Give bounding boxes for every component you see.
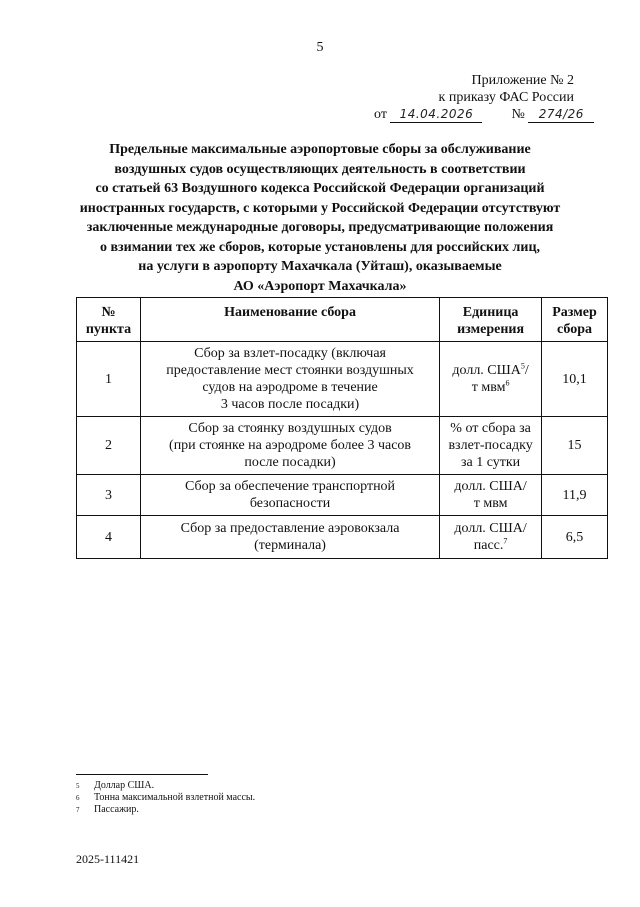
document-title: Предельные максимальные аэропортовые сборы за обслуживание воздушных судов осуществляющих деятельность в соответствии со статьей 63 Воздушного кодекса Российской Федерации организаций иностранных государств, с которыми у Российской Федерации отсутствуют заключенные международные договоры, предусматривающие положения о взимании тех же сборов, которые установлены для российских лиц, на услуги в аэропорту Махачкала (Уйташ), оказываемые АО «Аэропорт Махачкала»	[79, 142, 561, 294]
row-size: 11,9	[542, 475, 608, 516]
table-header-row	[77, 298, 608, 342]
row-size: 10,1	[542, 342, 608, 417]
row-unit: долл. США$^5$/ т мвм$^6$	[440, 342, 542, 417]
row-number: 4	[77, 516, 141, 559]
header-number: № пункта	[77, 298, 141, 342]
header-size: Размер сбора	[542, 298, 608, 342]
row-name: Сбор за стоянку воздушных судов (при стоянке на аэродроме более 3 часов после посадки)	[140, 417, 439, 475]
table-row	[77, 342, 608, 417]
order-date: 14.04.2026	[390, 107, 482, 123]
appendix-header	[439, 72, 574, 106]
order-number: 274/26	[528, 107, 594, 123]
page-number: 5	[316, 40, 324, 55]
fees-table	[76, 297, 608, 559]
table-row	[77, 417, 608, 475]
table-row	[77, 516, 608, 559]
footnote-item: 7 Пассажир.	[76, 804, 139, 815]
row-size: 15	[542, 417, 608, 475]
row-unit: долл. США/ т мвм	[440, 475, 542, 516]
footnotes	[76, 780, 255, 816]
row-unit: долл. США/ пасс.$^7$	[440, 516, 542, 559]
order-date-number	[374, 107, 594, 123]
row-unit: % от сбора за взлет-посадку за 1 сутки	[440, 417, 542, 475]
row-name: Сбор за взлет-посадку (включая предоставление мест стоянки воздушных судов на аэродроме в течение 3 часов после посадки)	[140, 342, 439, 417]
header-unit: Единица измерения	[440, 298, 542, 342]
appendix-order: к приказу ФАС России	[438, 90, 574, 105]
footnote-item: 6 Тонна максимальной взлетной массы.	[76, 792, 256, 803]
header-name: Наименование сбора	[140, 298, 439, 342]
row-number: 3	[77, 475, 141, 516]
table-row	[77, 475, 608, 516]
row-size: 6,5	[542, 516, 608, 559]
row-name: Сбор за предоставление аэровокзала (терминала)	[140, 516, 439, 559]
row-name: Сбор за обеспечение транспортной безопасности	[140, 475, 439, 516]
appendix-title: Приложение № 2	[471, 73, 574, 88]
footnote-divider	[76, 774, 208, 775]
footnote-item: 5 Доллар США.	[76, 780, 155, 791]
row-number: 1	[77, 342, 141, 417]
from-label: от	[374, 107, 387, 122]
row-number: 2	[77, 417, 141, 475]
number-label: №	[511, 107, 525, 122]
document-id: 2025-111421	[76, 852, 140, 866]
